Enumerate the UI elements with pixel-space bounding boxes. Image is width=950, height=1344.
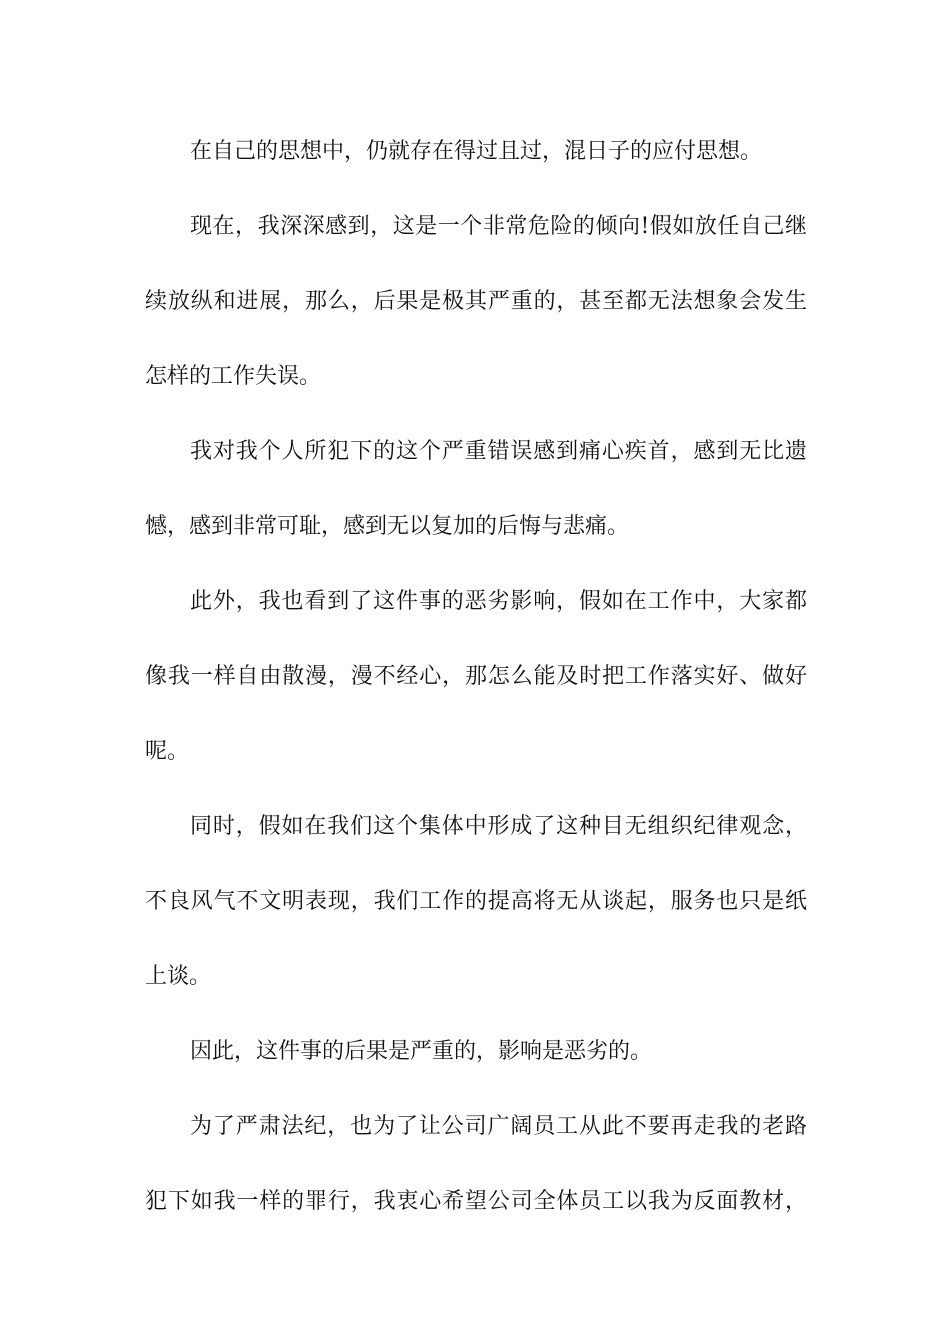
paragraph-line: 怎样的工作失误。: [145, 364, 322, 389]
paragraph-line: 因此，这件事的后果是严重的，影响是恶劣的。: [190, 1039, 653, 1064]
paragraph-line: 同时，假如在我们这个集体中形成了这种目无组织纪律观念，: [190, 814, 807, 839]
paragraph-line: 上谈。: [145, 964, 212, 989]
paragraph-line: 像我一样自由散漫，漫不经心，那怎么能及时把工作落实好、做好: [145, 664, 807, 689]
paragraph-line: 犯下如我一样的罪行，我衷心希望公司全体员工以我为反面教材，: [145, 1189, 807, 1214]
paragraph-line: 在自己的思想中，仍就存在得过且过，混日子的应付思想。: [190, 139, 763, 164]
paragraph-line: 续放纵和进展，那么，后果是极其严重的，甚至都无法想象会发生: [145, 289, 807, 314]
paragraph-line: 不良风气不文明表现，我们工作的提高将无从谈起，服务也只是纸: [145, 889, 807, 914]
paragraph-line: 我对我个人所犯下的这个严重错误感到痛心疾首，感到无比遗: [190, 439, 807, 464]
paragraph-line: 憾，感到非常可耻，感到无以复加的后悔与悲痛。: [145, 514, 630, 539]
paragraph-line: 呢。: [145, 739, 190, 764]
paragraph-line: 为了严肃法纪，也为了让公司广阔员工从此不要再走我的老路: [190, 1114, 807, 1139]
paragraph-line: 此外，我也看到了这件事的恶劣影响，假如在工作中，大家都: [190, 589, 807, 614]
paragraph-line: 现在，我深深感到，这是一个非常危险的倾向!假如放任自己继: [190, 214, 807, 239]
